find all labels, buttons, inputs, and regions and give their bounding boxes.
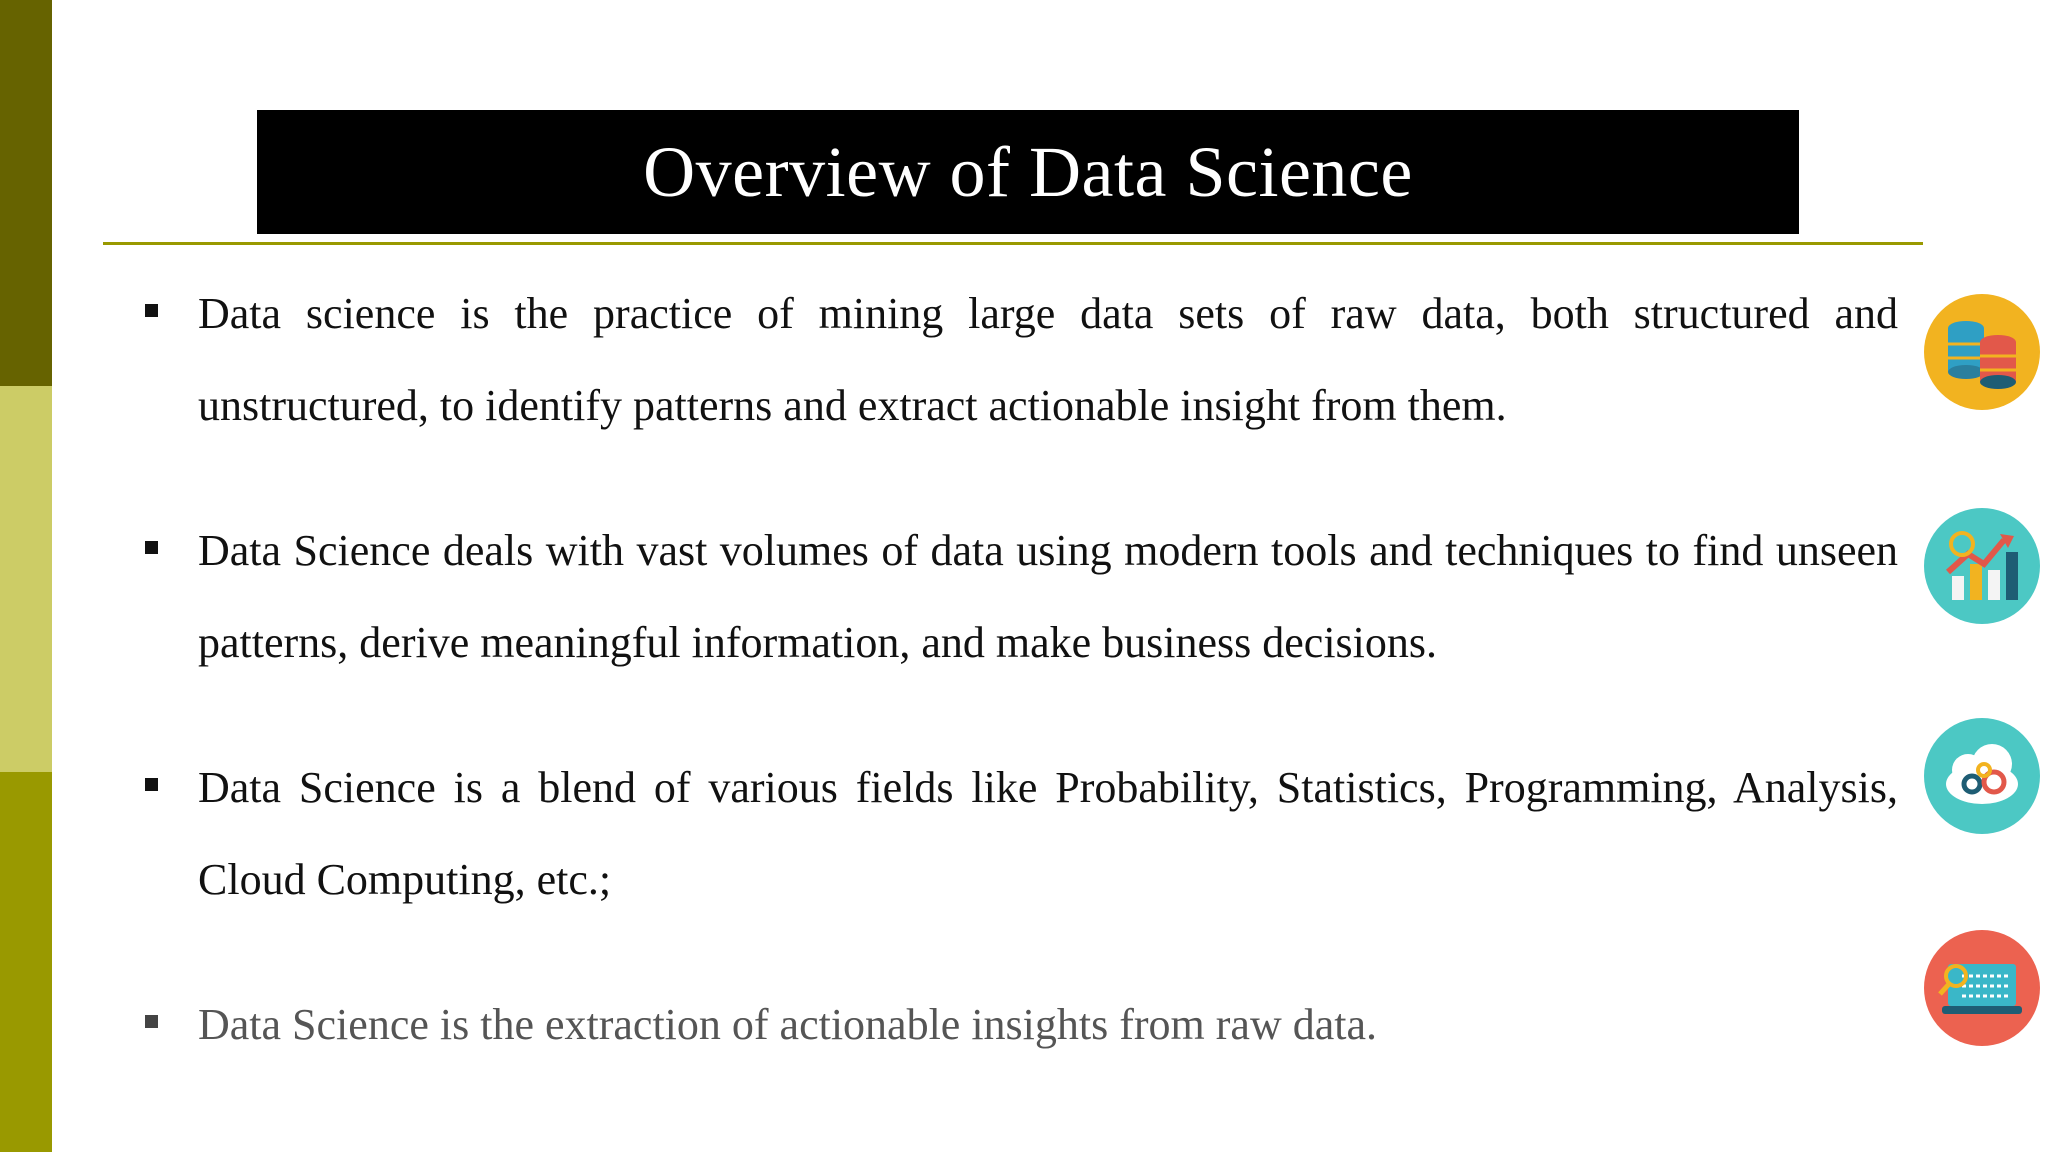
database-icon bbox=[1922, 292, 2042, 412]
cloud-gears-icon bbox=[1922, 716, 2042, 836]
bullet-item: Data Science deals with vast volumes of data using modern tools and techniques to find unseen patterns, derive meaningful information, and make business decisions. bbox=[198, 526, 1898, 667]
bullet-item: Data science is the practice of mining large data sets of raw data, both structured and unstructured, to identify patterns and extract actionable insight from them. bbox=[198, 289, 1898, 430]
data-laptop-icon bbox=[1922, 928, 2042, 1048]
title-banner bbox=[257, 110, 1799, 234]
side-band-mid bbox=[0, 772, 52, 1152]
bullet-marker bbox=[145, 778, 158, 791]
slide-title: Overview of Data Science bbox=[643, 132, 1413, 212]
bullet-marker bbox=[145, 1015, 158, 1028]
bullet-marker bbox=[145, 304, 158, 317]
bullet-item: Data Science is the extraction of actionable insights from raw data. bbox=[198, 1000, 1378, 1049]
side-band-light bbox=[0, 386, 52, 772]
title-divider bbox=[103, 242, 1923, 245]
analytics-chart-icon bbox=[1922, 506, 2042, 626]
bullet-item: Data Science is a blend of various fields like Probability, Statistics, Programming, Analysis, Cloud Computing, etc.; bbox=[198, 763, 1898, 904]
bullet-marker bbox=[145, 541, 158, 554]
side-band-dark bbox=[0, 0, 52, 386]
